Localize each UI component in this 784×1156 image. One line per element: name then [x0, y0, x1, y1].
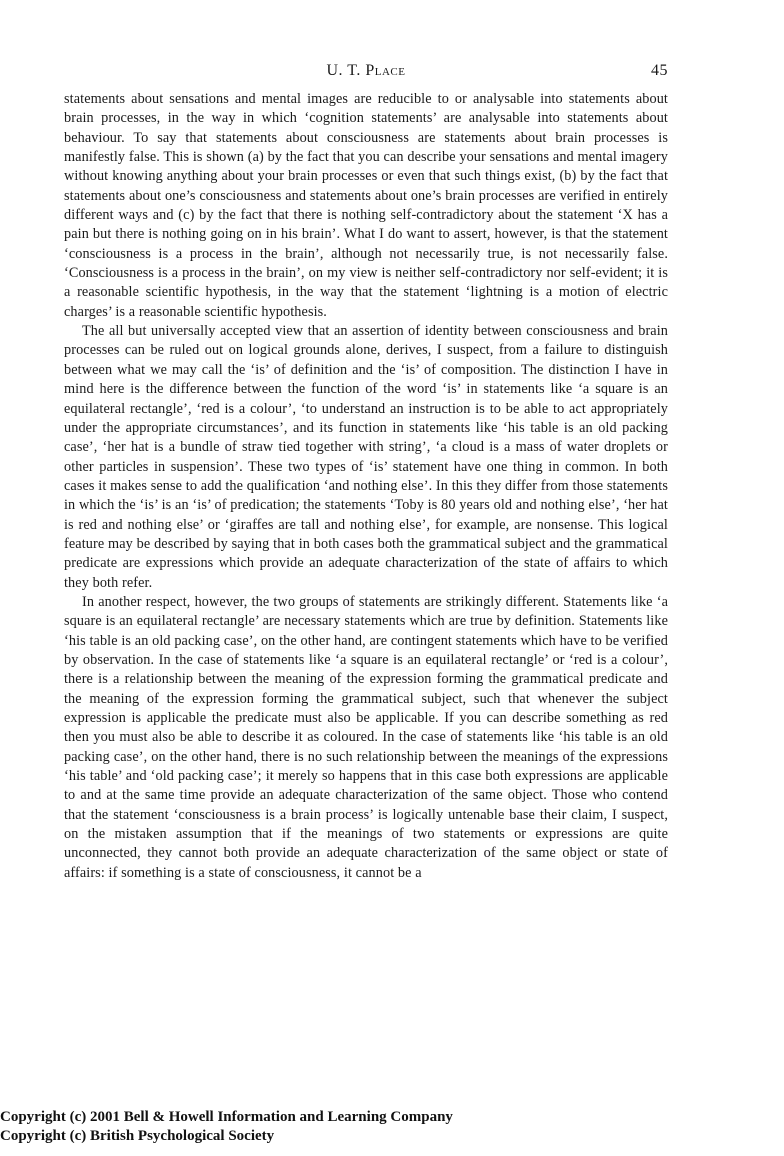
- copyright-line-2: Copyright (c) British Psychological Society: [0, 1128, 275, 1144]
- page-number: 45: [651, 62, 668, 79]
- paragraph-continued: statements about sensations and mental images are reducible to or analysable into statements about brain processes, in the way in which ‘cognition statements’ are analysable into statements about behaviour. To say that statements about consciousness are statements about brain processes is manifestly false. This is shown (a) by the fact that you can describe your sensations and mental imagery without knowing anything about your brain processes or even that such things exist, (b) by the fact that statements about one’s consciousness and statements about one’s brain processes are verified in entirely different ways and (c) by the fact that there is nothing self-contradictory about the statement ‘X has a pain but there is nothing going on in his brain’. What I do want to assert, however, is that the statement ‘consciousness is a process in the brain’, although not necessarily true, is not necessarily false. ‘Consciousness is a process in the brain’, on my view is neither self-contradictory nor self-evident; it is a reasonable scientific hypothesis, in the way that the statement ‘lightning is a motion of electric charges’ is a reasonable scientific hypothesis.: [64, 91, 668, 320]
- running-head-author: U. T. Place: [326, 62, 406, 79]
- running-head: [64, 62, 668, 90]
- journal-page: [64, 62, 668, 883]
- copyright-line-1: Copyright (c) 2001 Bell & Howell Information and Learning Company: [0, 1109, 453, 1125]
- paragraph-groups-differ: In another respect, however, the two groups of statements are strikingly different. Statements like ‘a square is an equilateral rectangle’ are necessary statements which are true by definition. Statements like ‘his table is an old packing case’, on the other hand, are contingent statements which have to be verified by observation. In the case of statements like ‘a square is an equilateral rectangle’ or ‘red is a colour’, there is a relationship between the meaning of the expression forming the grammatical predicate and the meaning of the expression forming the grammatical subject, such that whenever the subject expression is applicable the predicate must also be applicable. If you can describe something as red then you must also be able to describe it as coloured. In the case of statements like ‘his table is an old packing case’, on the other hand, there is no such relationship between the meanings of the expressions ‘his table’ and ‘old packing case’; it merely so happens that in this case both expressions are applicable to and at the same time provide an adequate characterization of the same object. Those who contend that the statement ‘consciousness is a brain process’ is logically untenable base their claim, I suspect, on the mistaken assumption that if the meanings of two statements or expressions are quite unconnected, they cannot both provide an adequate characterization of the same object or state of affairs: if something is a state of consciousness, it cannot be a: [64, 593, 668, 881]
- copyright-footer: [0, 1108, 453, 1146]
- article-body: [64, 90, 668, 883]
- paragraph-identity-view: The all but universally accepted view that an assertion of identity between consciousness and brain processes can be ruled out on logical grounds alone, derives, I suspect, from a failure to distinguish between what we may call the ‘is’ of definition and the ‘is’ of composition. The distinction I have in mind here is the difference between the function of the word ‘is’ in statements like ‘a square is an equilateral rectangle’, ‘red is a colour’, ‘to understand an instruction is to be able to act appropriately under the appropriate circumstances’, and its function in statements like ‘his table is an old packing case’, ‘her hat is a bundle of straw tied together with string’, ‘a cloud is a mass of water droplets or other particles in suspension’. These two types of ‘is’ statement have one thing in common. In both cases it makes sense to add the qualification ‘and nothing else’. In this they differ from those statements in which the ‘is’ is an ‘is’ of predication; the statements ‘Toby is 80 years old and nothing else’, ‘her hat is red and nothing else’ or ‘giraffes are tall and nothing else’, for example, are nonsense. This logical feature may be described by saying that in both cases both the grammatical subject and the grammatical predicate are expressions which provide an adequate characterization of the state of affairs to which they both refer.: [64, 323, 668, 591]
